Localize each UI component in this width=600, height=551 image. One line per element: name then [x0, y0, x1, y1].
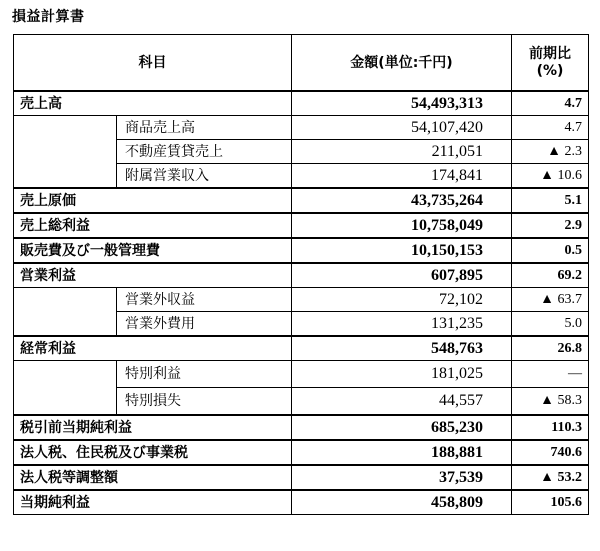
table-row	[14, 440, 589, 465]
row-amount: 174,841	[292, 164, 512, 189]
row-label: 法人税、住民税及び事業税	[14, 440, 292, 465]
row-ratio: 4.7	[512, 91, 589, 116]
table-row	[14, 164, 589, 189]
row-label: 税引前当期純利益	[14, 415, 292, 440]
row-amount: 43,735,264	[292, 188, 512, 213]
row-ratio: 69.2	[512, 263, 589, 288]
row-amount: 10,150,153	[292, 238, 512, 263]
row-ratio: 2.9	[512, 213, 589, 238]
row-label: 営業利益	[14, 263, 292, 288]
row-label: 営業外収益	[117, 288, 292, 312]
row-amount: 54,107,420	[292, 116, 512, 140]
table-row	[14, 140, 589, 164]
header-ratio-unit: (%)	[536, 62, 564, 79]
row-ratio: —	[512, 361, 589, 388]
row-ratio: 110.3	[512, 415, 589, 440]
table-row	[14, 238, 589, 263]
row-amount: 211,051	[292, 140, 512, 164]
row-label: 附属営業収入	[117, 164, 292, 189]
row-ratio: ▲ 2.3	[512, 140, 589, 164]
row-label: 法人税等調整額	[14, 465, 292, 490]
row-label: 売上原価	[14, 188, 292, 213]
row-amount: 10,758,049	[292, 213, 512, 238]
table-row	[14, 91, 589, 116]
row-ratio: 0.5	[512, 238, 589, 263]
row-indent	[14, 140, 117, 164]
row-ratio: 740.6	[512, 440, 589, 465]
table-row	[14, 188, 589, 213]
row-amount: 72,102	[292, 288, 512, 312]
table-row	[14, 213, 589, 238]
table-row	[14, 415, 589, 440]
income-statement-table	[13, 34, 589, 515]
document-title: 損益計算書	[12, 9, 85, 25]
row-indent	[14, 116, 117, 140]
header-item: 科目	[14, 35, 292, 92]
header-amount: 金額(単位:千円)	[292, 35, 512, 92]
row-label: 特別損失	[117, 388, 292, 416]
table-row	[14, 312, 589, 337]
table-row	[14, 336, 589, 361]
row-label: 経常利益	[14, 336, 292, 361]
table-row	[14, 116, 589, 140]
row-ratio: 5.0	[512, 312, 589, 337]
row-indent	[14, 388, 117, 416]
table-row	[14, 288, 589, 312]
row-ratio: ▲ 53.2	[512, 465, 589, 490]
row-amount: 548,763	[292, 336, 512, 361]
row-label: 売上総利益	[14, 213, 292, 238]
row-amount: 44,557	[292, 388, 512, 416]
row-indent	[14, 312, 117, 337]
table-row	[14, 490, 589, 515]
row-amount: 54,493,313	[292, 91, 512, 116]
row-label: 当期純利益	[14, 490, 292, 515]
row-ratio: 5.1	[512, 188, 589, 213]
header-ratio-label: 前期比	[529, 45, 571, 62]
table-row	[14, 361, 589, 388]
row-indent	[14, 361, 117, 388]
row-amount: 685,230	[292, 415, 512, 440]
row-amount: 131,235	[292, 312, 512, 337]
table-row	[14, 388, 589, 416]
row-ratio: 105.6	[512, 490, 589, 515]
table-header-row	[14, 35, 589, 92]
row-ratio: ▲ 58.3	[512, 388, 589, 416]
row-label: 売上高	[14, 91, 292, 116]
row-ratio: ▲ 63.7	[512, 288, 589, 312]
row-indent	[14, 164, 117, 189]
row-amount: 181,025	[292, 361, 512, 388]
row-label: 営業外費用	[117, 312, 292, 337]
row-amount: 188,881	[292, 440, 512, 465]
table-row	[14, 465, 589, 490]
row-ratio: ▲ 10.6	[512, 164, 589, 189]
row-ratio: 4.7	[512, 116, 589, 140]
row-amount: 37,539	[292, 465, 512, 490]
row-label: 不動産賃貸売上	[117, 140, 292, 164]
header-ratio	[512, 35, 589, 92]
table-row	[14, 263, 589, 288]
row-label: 特別利益	[117, 361, 292, 388]
row-amount: 458,809	[292, 490, 512, 515]
row-indent	[14, 288, 117, 312]
row-label: 商品売上高	[117, 116, 292, 140]
row-amount: 607,895	[292, 263, 512, 288]
row-ratio: 26.8	[512, 336, 589, 361]
row-label: 販売費及び一般管理費	[14, 238, 292, 263]
